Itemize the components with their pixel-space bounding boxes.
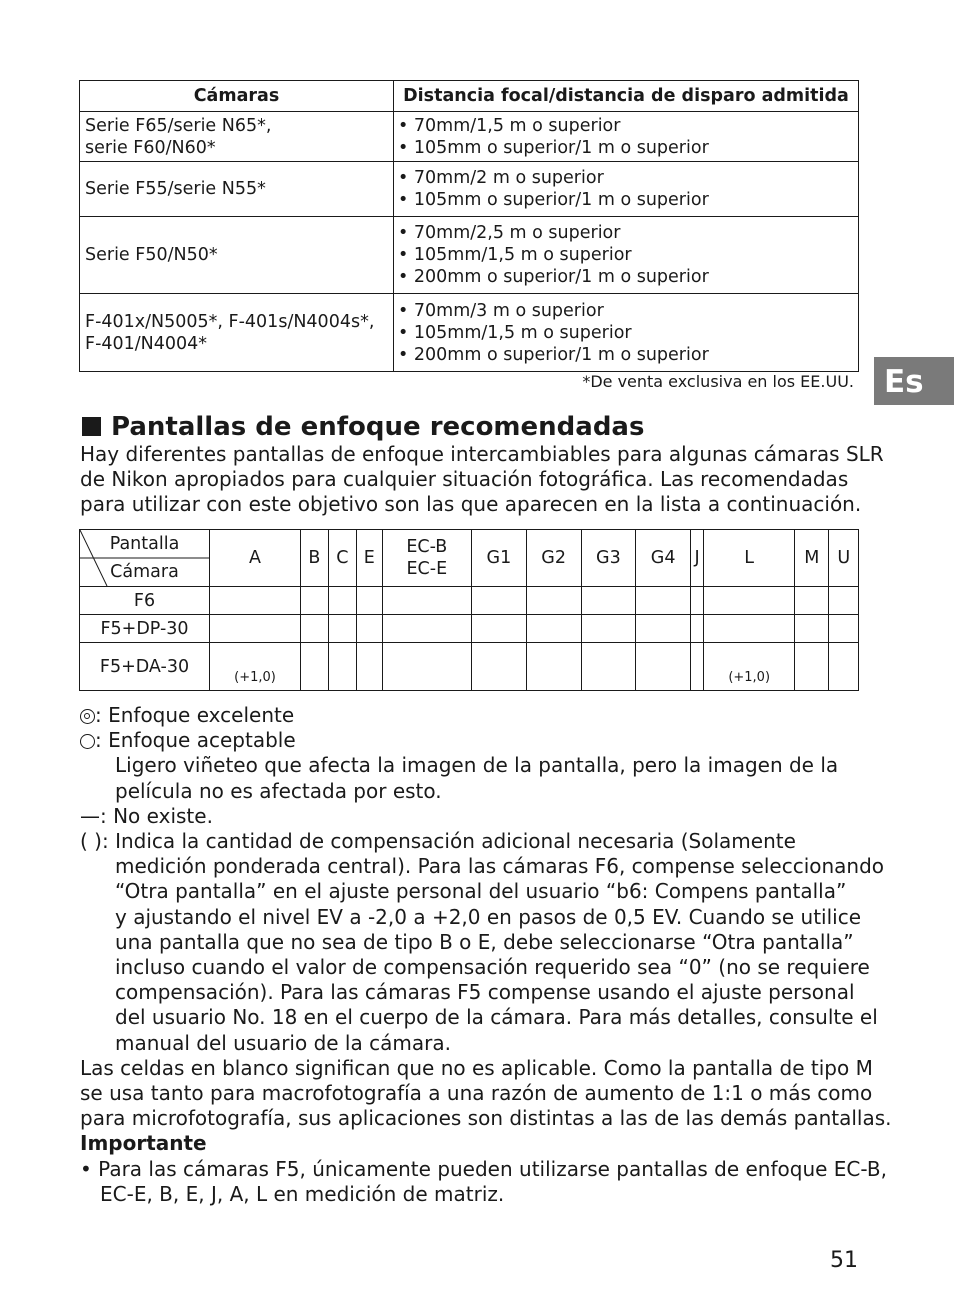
corner-label-screen: Pantalla [109, 534, 180, 554]
legend-note-line: del usuario No. 18 en el cuerpo de la cámara. Para más detalles, consulte el [115, 1005, 878, 1030]
screen-cell [328, 615, 356, 643]
column-header: A [210, 530, 301, 587]
column-header: G1 [472, 530, 527, 587]
column-header [382, 530, 471, 587]
screen-cell [382, 643, 471, 691]
column-header-line: EC-B [406, 537, 448, 557]
legend-note-line: compensación). Para las cámaras F5 compense usando el ajuste personal [115, 980, 855, 1005]
intro-paragraph [80, 442, 884, 518]
screen-cell [301, 643, 329, 691]
screen-cell [704, 643, 795, 691]
legend-text: : No existe. [100, 803, 213, 828]
screen-cell [691, 587, 704, 615]
blank-note-line: se usa tanto para macrofotografía a una razón de aumento de 1:1 o más como [80, 1081, 873, 1106]
parentheses-symbol: ( ) [80, 829, 102, 854]
blank-note-line: Las celdas en blanco significan que no es aplicable. Como la pantalla de tipo M [80, 1055, 873, 1080]
legend-note-line: y ajustando el nivel EV a -2,0 a +2,0 en pasos de 0,5 EV. Cuando se utilice [115, 904, 862, 929]
important-bullet: • Para las cámaras F5, únicamente pueden utilizarse pantallas de enfoque EC-B, [80, 1156, 887, 1181]
screen-cell [356, 587, 382, 615]
camera-cell [80, 217, 394, 294]
screen-cell [829, 587, 859, 615]
screen-cell [691, 643, 704, 691]
column-header: L [704, 530, 795, 587]
focal-cell [394, 162, 859, 217]
header-focal-distance: Distancia focal/distancia de disparo admitida [394, 81, 859, 112]
corner-label-camera: Cámara [110, 562, 179, 582]
screen-cell [636, 643, 691, 691]
screen-cell [356, 615, 382, 643]
screen-cell [382, 615, 471, 643]
screen-cell [581, 615, 636, 643]
section-title: Pantallas de enfoque recomendadas [111, 412, 645, 442]
screen-cell [691, 615, 704, 643]
screen-cell [704, 587, 795, 615]
screen-cell [328, 587, 356, 615]
screen-cell [472, 587, 527, 615]
legend-note-line: Ligero viñeteo que afecta la imagen de la pantalla, pero la imagen de la [115, 753, 839, 778]
screen-cell [472, 643, 527, 691]
circle-icon [80, 734, 95, 749]
camera-cell [80, 294, 394, 372]
camera-cell [80, 162, 394, 217]
column-header: G4 [636, 530, 691, 587]
compensation-value: (+1,0) [234, 670, 276, 685]
column-header-line: EC-E [406, 559, 448, 579]
page-number: 51 [830, 1248, 858, 1273]
focal-line: • 105mm o superior/1 m o superior [398, 137, 709, 158]
intro-line: de Nikon apropiados para cualquier situación fotográfica. Las recomendadas [80, 467, 849, 492]
intro-line: para utilizar con este objetivo son las que aparecen en la lista a continuación. [80, 492, 862, 517]
focal-line: • 105mm o superior/1 m o superior [398, 190, 709, 210]
row-header: F5+DA-30 [80, 643, 210, 691]
screen-cell [210, 587, 301, 615]
square-bullet-icon [82, 417, 101, 436]
table-header-row [80, 81, 859, 112]
screen-cell [581, 587, 636, 615]
screen-cell [526, 615, 581, 643]
double-circle-icon [80, 709, 95, 724]
focal-line: • 70mm/2 m o superior [398, 168, 604, 188]
screen-cell [210, 643, 301, 691]
legend-parentheses [80, 829, 860, 854]
screen-cell [301, 615, 329, 643]
focal-line: • 105mm/1,5 m o superior [398, 245, 632, 265]
important-bullet-cont: EC-E, B, E, J, A, L en medición de matriz. [100, 1181, 505, 1206]
camera-line: Serie F50/N50* [85, 245, 218, 265]
screen-cell [795, 587, 829, 615]
focal-line: • 70mm/2,5 m o superior [398, 223, 621, 243]
focusing-screen-table [79, 529, 859, 691]
screen-cell [382, 587, 471, 615]
screen-cell [356, 643, 382, 691]
screen-cell [795, 615, 829, 643]
screen-cell [704, 615, 795, 643]
screen-cell [795, 643, 829, 691]
column-header: E [356, 530, 382, 587]
camera-line: Serie F65/serie N65*, [85, 115, 272, 136]
legend-excellent [80, 703, 860, 728]
legend-note-line: medición ponderada central). Para las cámaras F6, compense seleccionando [115, 854, 885, 879]
table-row [80, 162, 859, 217]
table-row [80, 643, 859, 691]
table-row [80, 112, 859, 162]
screen-cell [301, 587, 329, 615]
camera-line: Serie F55/serie N55* [85, 179, 266, 199]
column-header: C [328, 530, 356, 587]
camera-line: F-401x/N5005*, F-401s/N4004s*, [85, 311, 375, 332]
legend-none [80, 804, 860, 829]
table-row [80, 294, 859, 372]
screen-cell [526, 643, 581, 691]
intro-line: Hay diferentes pantallas de enfoque intercambiables para algunas cámaras SLR [80, 442, 884, 466]
section-heading [82, 410, 644, 444]
column-header: B [301, 530, 329, 587]
legend-text: : Enfoque aceptable [95, 728, 296, 753]
column-header: J [691, 530, 704, 587]
legend-text: : Indica la cantidad de compensación adicional necesaria (Solamente [101, 829, 796, 854]
camera-line: F-401/N4004* [85, 333, 208, 354]
screen-header-row [80, 530, 859, 587]
table-row [80, 217, 859, 294]
focal-line: • 70mm/3 m o superior [398, 300, 604, 321]
legend [80, 703, 892, 1207]
camera-focal-table [79, 80, 859, 372]
legend-note-line: una pantalla que no sea de tipo B o E, debe seleccionarse “Otra pantalla” [115, 929, 854, 954]
column-header: G2 [526, 530, 581, 587]
screen-cell [829, 615, 859, 643]
header-cameras: Cámaras [80, 81, 394, 112]
table-row [80, 615, 859, 643]
focal-line: • 200mm o superior/1 m o superior [398, 267, 709, 287]
column-header: G3 [581, 530, 636, 587]
screen-cell [829, 643, 859, 691]
language-tab: Es [874, 357, 954, 405]
legend-text: : Enfoque excelente [95, 703, 295, 727]
screen-cell [526, 587, 581, 615]
us-only-footnote: *De venta exclusiva en los EE.UU. [582, 372, 854, 391]
camera-cell [80, 112, 394, 162]
focal-line: • 200mm o superior/1 m o superior [398, 344, 709, 365]
column-header: U [829, 530, 859, 587]
screen-cell [581, 643, 636, 691]
focal-line: • 70mm/1,5 m o superior [398, 115, 621, 136]
camera-line: serie F60/N60* [85, 137, 216, 158]
row-header: F5+DP-30 [80, 615, 210, 643]
legend-note-line: manual del usuario de la cámara. [115, 1030, 451, 1055]
legend-note-line: incluso cuando el valor de compensación requerido sea “0” (no se requiere [115, 955, 870, 980]
column-header: M [795, 530, 829, 587]
focal-cell [394, 294, 859, 372]
corner-header-cell [80, 530, 210, 587]
legend-note-line: “Otra pantalla” en el ajuste personal del usuario “b6: Compens pantalla” [115, 879, 847, 904]
legend-acceptable [80, 728, 860, 753]
focal-cell [394, 112, 859, 162]
table-row [80, 587, 859, 615]
screen-cell [210, 615, 301, 643]
row-header: F6 [80, 587, 210, 615]
screen-cell [636, 615, 691, 643]
screen-cell [472, 615, 527, 643]
important-heading: Importante [80, 1131, 207, 1156]
legend-note-line: película no es afectada por esto. [115, 778, 442, 803]
screen-cell [328, 643, 356, 691]
compensation-value: (+1,0) [728, 670, 771, 685]
focal-cell [394, 217, 859, 294]
dash-symbol: — [80, 803, 100, 828]
focal-line: • 105mm/1,5 m o superior [398, 322, 632, 343]
screen-cell [636, 587, 691, 615]
blank-note-line: para microfotografía, sus aplicaciones son distintas a las de las demás pantallas. [80, 1106, 892, 1131]
